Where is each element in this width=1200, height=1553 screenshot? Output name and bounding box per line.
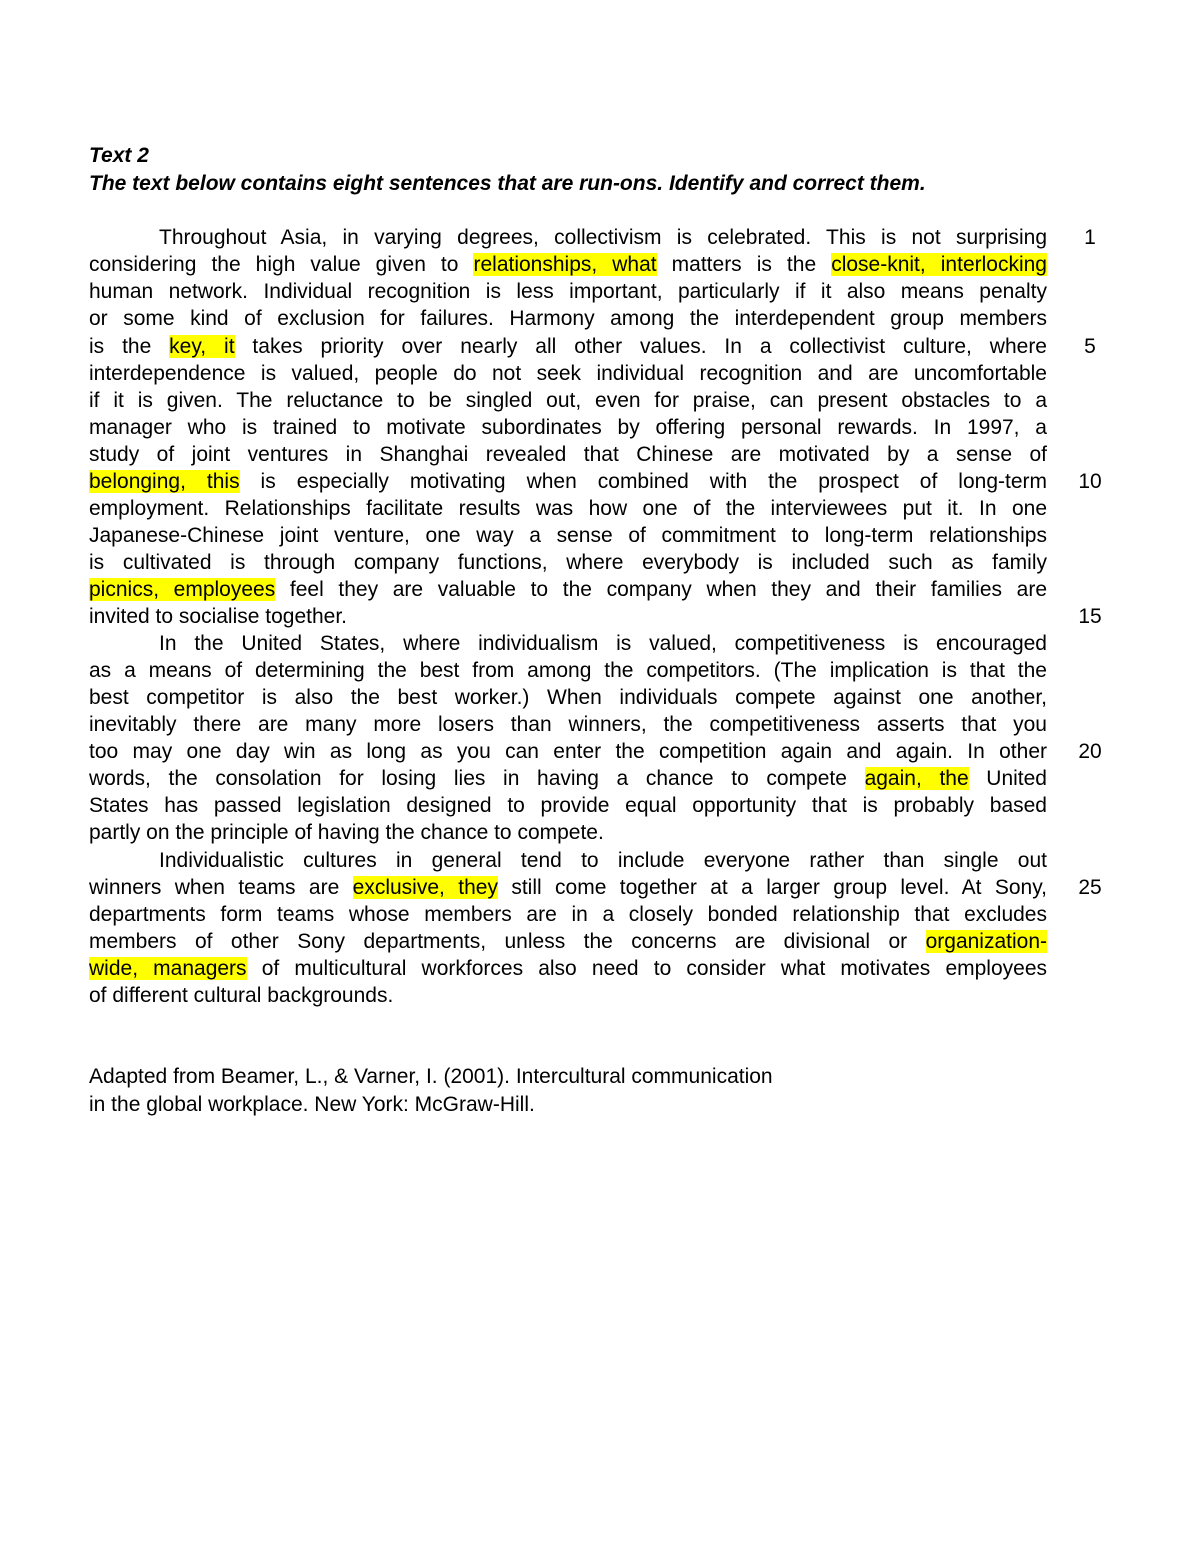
text-line: best competitor is also the best worker.) When individuals compete against one another, [89,686,1047,709]
text-line: words, the consolation for losing lies in having a chance to compete again, the United [89,767,1047,790]
text-line: is cultivated is through company functions, where everybody is included such as family [89,551,1047,574]
text-line: Throughout Asia, in varying degrees, collectivism is celebrated. This is not surprising [159,226,1047,249]
text-line: of different cultural backgrounds. [89,984,394,1007]
text-line: States has passed legislation designed to provide equal opportunity that is probably based [89,794,1047,817]
text-line: In the United States, where individualism is valued, competitiveness is encouraged [159,632,1047,655]
text-line: employment. Relationships facilitate results was how one of the interviewees put it. In one [89,497,1047,520]
text-line: Japanese-Chinese joint venture, one way a sense of commitment to long-term relationships [89,524,1047,547]
reference-line: in the global workplace. New York: McGraw-Hill. [89,1093,535,1116]
line-number: 20 [1078,740,1102,763]
text-line: wide, managers of multicultural workforces also need to consider what motivates employees [89,957,1047,980]
text-line: interdependence is valued, people do not seek individual recognition and are uncomfortable [89,362,1047,385]
line-number: 1 [1084,226,1096,249]
highlighted-run-on: again, the [864,767,969,790]
highlighted-run-on: close-knit, interlocking [831,253,1047,276]
highlighted-run-on: relationships, what [473,253,657,276]
highlighted-run-on: key, it [169,335,235,358]
text-line: inevitably there are many more losers than winners, the competitiveness asserts that you [89,713,1047,736]
text-line: is the key, it takes priority over nearly all other values. In a collectivist culture, where [89,335,1047,358]
text-line: considering the high value given to relationships, what matters is the close-knit, interlocking [89,253,1047,276]
text-line: study of joint ventures in Shanghai revealed that Chinese are motivated by a sense of [89,443,1047,466]
instruction-text: The text below contains eight sentences that are run-ons. Identify and correct them. [89,172,926,195]
highlighted-run-on: picnics, employees [89,578,276,601]
text-line: belonging, this is especially motivating when combined with the prospect of long-term [89,470,1047,493]
line-number: 5 [1084,335,1096,358]
line-number: 15 [1078,605,1102,628]
text-line: invited to socialise together. [89,605,347,628]
text-title: Text 2 [89,144,149,167]
text-line: as a means of determining the best from among the competitors. (The implication is that the [89,659,1047,682]
line-number: 10 [1078,470,1102,493]
text-line: or some kind of exclusion for failures. Harmony among the interdependent group members [89,307,1047,330]
text-line: winners when teams are exclusive, they still come together at a larger group level. At Sony, [89,876,1047,899]
text-line: if it is given. The reluctance to be singled out, even for praise, can present obstacles to a [89,389,1047,412]
highlighted-run-on: wide, managers [89,957,247,980]
text-line: manager who is trained to motivate subordinates by offering personal rewards. In 1997, a [89,416,1047,439]
text-line: picnics, employees feel they are valuable to the company when they and their families are [89,578,1047,601]
highlighted-run-on: exclusive, they [352,876,498,899]
text-line: departments form teams whose members are in a closely bonded relationship that excludes [89,903,1047,926]
text-line: members of other Sony departments, unless the concerns are divisional or organization- [89,930,1047,953]
text-line: Individualistic cultures in general tend to include everyone rather than single out [159,849,1047,872]
reference-line: Adapted from Beamer, L., & Varner, I. (2001). Intercultural communication [89,1065,773,1088]
line-number: 25 [1078,876,1102,899]
text-line: human network. Individual recognition is less important, particularly if it also means penalty [89,280,1047,303]
highlighted-run-on: organization- [925,930,1047,953]
text-line: partly on the principle of having the chance to compete. [89,821,604,844]
highlighted-run-on: belonging, this [89,470,240,493]
text-line: too may one day win as long as you can enter the competition again and again. In other [89,740,1047,763]
